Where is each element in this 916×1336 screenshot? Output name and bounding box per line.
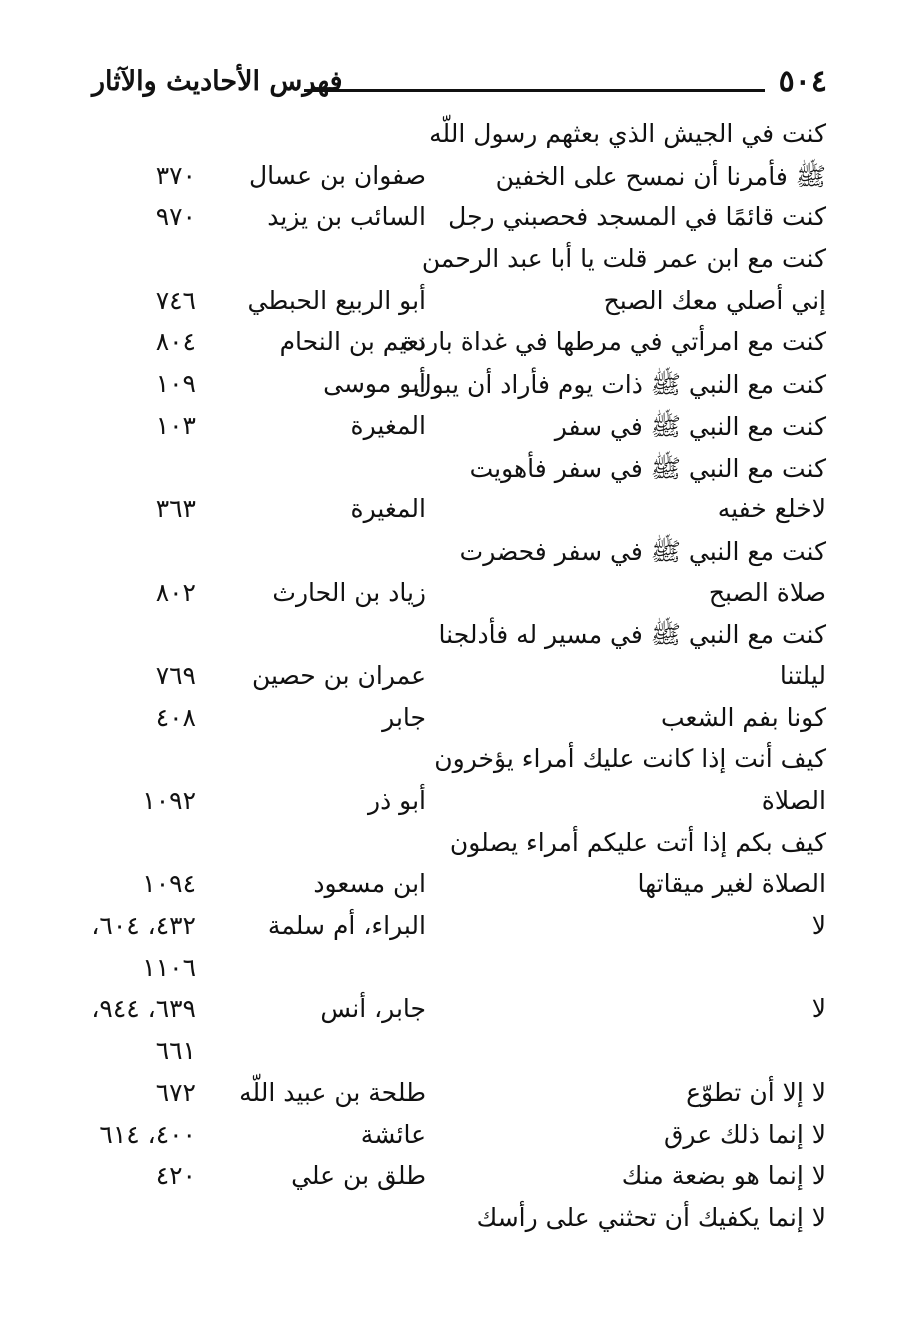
page-refs: ٧٤٦ (155, 285, 196, 315)
page-refs: ٣٧٠ (155, 160, 196, 190)
index-row (0, 908, 916, 950)
index-row (0, 741, 916, 783)
page-refs: ٦٣٩، ٩٤٤، (91, 994, 196, 1024)
index-row (0, 450, 916, 492)
hadith-text: لا (811, 994, 826, 1024)
page-refs: ٦٦١ (155, 1036, 196, 1066)
index-row (0, 783, 916, 825)
index-row (0, 1200, 916, 1242)
hadith-text: لاخلع خفيه (717, 494, 826, 524)
narrator-name: البراء، أم سلمة (267, 911, 426, 941)
page-refs: ٤٠٨ (155, 702, 196, 732)
narrator-name: أبو ذر (368, 786, 426, 815)
page-refs: ١٠٩ (155, 369, 196, 399)
page-refs: ٨٠٢ (155, 577, 196, 607)
index-row (0, 408, 916, 450)
hadith-text: كونا بفم الشعب (660, 702, 826, 732)
index-row (0, 825, 916, 867)
index-row (0, 1158, 916, 1200)
index-row (0, 950, 916, 992)
hadith-index-list (0, 116, 916, 1242)
narrator-name: أبو الربيع الحبطي (247, 285, 426, 315)
hadith-text: كنت مع ابن عمر قلت يا أبا عبد الرحمن (421, 244, 826, 274)
index-title: فهرس الأحاديث والآثار (92, 66, 343, 97)
hadith-text: كنت مع النبي ﷺ في سفر فحضرت (459, 536, 826, 566)
hadith-text: ﷺ فأمرنا أن نمسح على الخفين (495, 161, 826, 191)
narrator-name: صفوان بن عسال (249, 160, 426, 190)
index-row (0, 1033, 916, 1075)
hadith-text: لا (811, 911, 826, 941)
hadith-text: كيف بكم إذا أتت عليكم أمراء يصلون (449, 827, 826, 857)
page-refs: ٣٦٣ (155, 494, 196, 524)
hadith-text: الصلاة (761, 786, 826, 815)
narrator-name: المغيرة (350, 410, 426, 440)
page-refs: ٧٦٩ (155, 660, 196, 690)
hadith-text: لا إنما ذلك عرق (664, 1119, 826, 1149)
hadith-text: كنت مع النبي ﷺ في مسير له فأدلجنا (438, 620, 826, 650)
page-refs: ١٠٣ (155, 410, 196, 440)
index-row (0, 991, 916, 1033)
index-row (0, 575, 916, 617)
hadith-text: لا إنما هو بضعة منك (621, 1161, 826, 1191)
hadith-text: إني أصلي معك الصبح (603, 285, 826, 315)
page-refs: ١١٠٦ (142, 952, 196, 982)
index-row (0, 116, 916, 158)
header-rule (304, 89, 765, 92)
hadith-text: كيف أنت إذا كانت عليك أمراء يؤخرون (434, 744, 826, 774)
page-refs: ٦٧٢ (155, 1077, 196, 1107)
page-refs: ١٠٩٤ (142, 869, 196, 899)
narrator-name: طلحة بن عبيد اللّه (239, 1077, 426, 1107)
running-header (92, 62, 827, 110)
page-refs: ٤٠٠، ٦١٤ (99, 1119, 196, 1149)
hadith-text: لا إنما يكفيك أن تحثني على رأسك (476, 1202, 826, 1232)
hadith-text: ليلتنا (779, 660, 826, 690)
narrator-name: جابر، أنس (320, 994, 426, 1024)
narrator-name: المغيرة (350, 494, 426, 524)
narrator-name: نعيم بن النحام (279, 327, 426, 357)
index-row (0, 1117, 916, 1159)
index-row (0, 241, 916, 283)
index-row (0, 366, 916, 408)
hadith-text: كنت مع النبي ﷺ في سفر فأهويت (469, 453, 826, 483)
narrator-name: طلق بن علي (291, 1161, 426, 1191)
page-refs: ٤٣٢، ٦٠٤، (91, 911, 196, 941)
page-refs: ١٠٩٢ (142, 786, 196, 815)
narrator-name: عمران بن حصين (251, 660, 426, 690)
index-row (0, 199, 916, 241)
hadith-text: لا إلا أن تطوّع (686, 1077, 826, 1107)
page-number: ٥٠٤ (778, 64, 827, 99)
hadith-text: كنت مع امرأتي في مرطها في غداة باردة (401, 327, 826, 357)
index-row (0, 158, 916, 200)
index-row (0, 1075, 916, 1117)
hadith-text: الصلاة لغير ميقاتها (637, 869, 826, 899)
index-row (0, 283, 916, 325)
index-row (0, 491, 916, 533)
page-refs: ٩٧٠ (155, 202, 196, 232)
narrator-name: السائب بن يزيد (267, 202, 426, 232)
hadith-text: كنت قائمًا في المسجد فحصبني رجل (448, 202, 826, 232)
hadith-text: كنت في الجيش الذي بعثهم رسول اللّه (429, 119, 826, 148)
index-row (0, 700, 916, 742)
narrator-name: أبو موسى (323, 369, 426, 399)
narrator-name: ابن مسعود (313, 869, 426, 899)
index-row (0, 866, 916, 908)
hadith-text: كنت مع النبي ﷺ في سفر (554, 411, 826, 441)
index-row (0, 533, 916, 575)
hadith-text: كنت مع النبي ﷺ ذات يوم فأراد أن يبول (413, 370, 826, 400)
page-refs: ٨٠٤ (155, 327, 196, 357)
index-row (0, 658, 916, 700)
index-row (0, 616, 916, 658)
hadith-text: صلاة الصبح (708, 577, 826, 607)
index-row (0, 324, 916, 366)
page-refs: ٤٢٠ (155, 1161, 196, 1191)
narrator-name: زياد بن الحارث (272, 577, 426, 607)
narrator-name: جابر (382, 702, 426, 732)
narrator-name: عائشة (360, 1119, 426, 1149)
